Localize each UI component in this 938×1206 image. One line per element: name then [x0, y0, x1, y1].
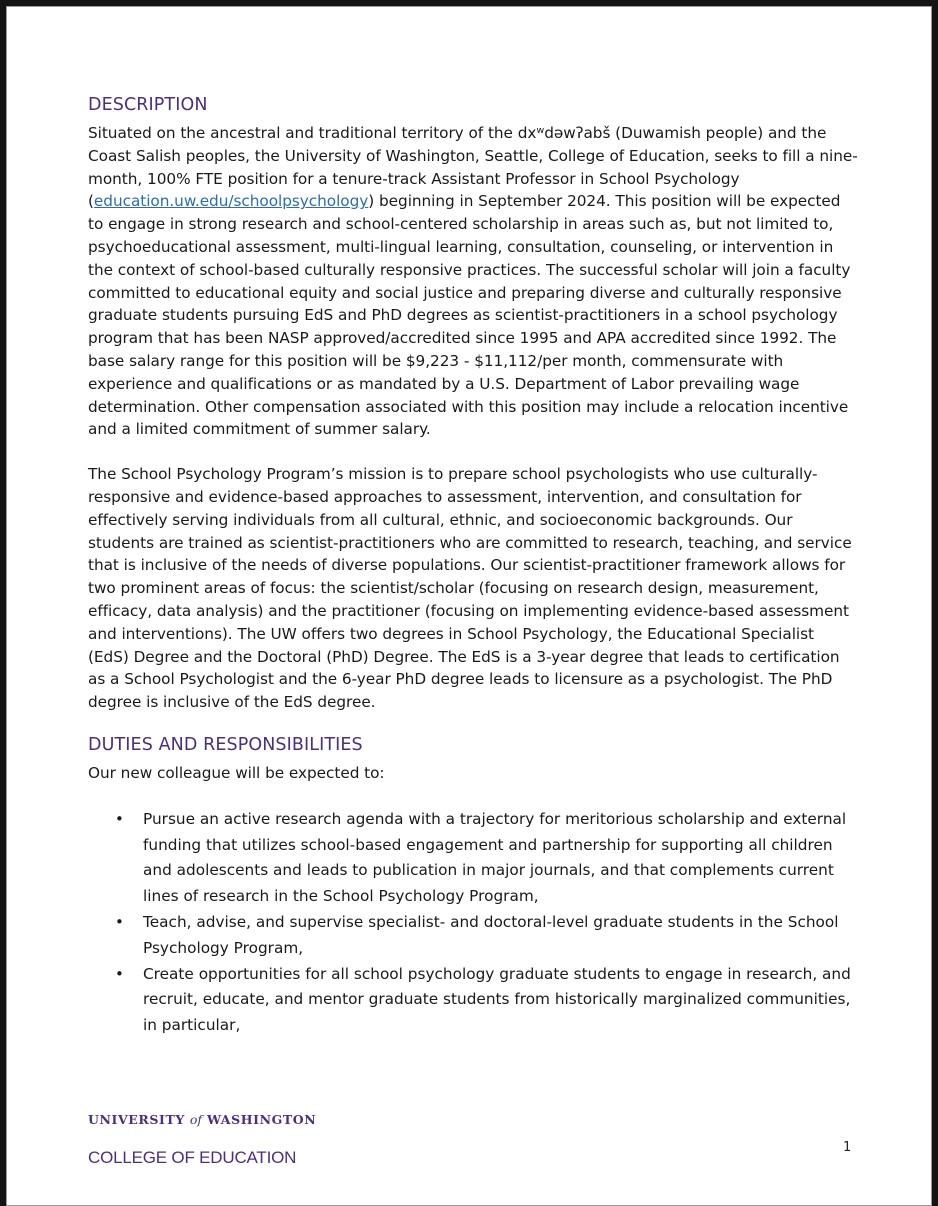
paragraph-spacer	[88, 441, 858, 463]
wordmark-washington: WASHINGTON	[206, 1112, 317, 1127]
duties-heading: DUTIES AND RESPONSIBILITIES	[88, 734, 363, 755]
paragraph-1-text-start: Situated on the ancestral and traditional territory of the dxʷdəwʔabš (Duwamish people) and the Coast Salish peoples, the University of Washington, Seattle, College of Education, seeks to fill a nine-month, 100% FTE position for a tenure-track Assistant Professor in School Psychology (	[88, 124, 858, 211]
paragraph-1-text-end: ) beginning in September 2024. This position will be expected to engage in strong research and school-centered scholarship in areas such as, but not limited to, psychoeducational assessment, multi-lingual learning, consultation, counseling, or intervention in the context of school-based culturally responsive practices. The successful scholar will join a faculty committed to educational equity and social justice and preparing diverse and culturally responsive graduate students pursuing EdS and PhD degrees as scientist-practitioners in a school psychology program that has been NASP approved/accredited since 1995 and APA accredited since 1992. The base salary range for this position will be $9,223 - $11,112/per month, commensurate with experience and qualifications or as mandated by a U.S. Department of Labor prevailing wage determination. Other compensation associated with this position may include a relocation incentive and a limited commitment of summer salary.	[88, 192, 851, 439]
duties-intro: Our new colleague will be expected to:	[88, 763, 385, 782]
document-page	[6, 6, 932, 1206]
wordmark-university: UNIVERSITY	[88, 1112, 185, 1127]
description-paragraph-2: The School Psychology Program’s mission is to prepare school psychologists who use culturally-responsive and evidence-based approaches to assessment, intervention, and consultation for effectively serving individuals from all cultural, ethnic, and socioeconomic backgrounds. Our students are trained as scientist-practitioners who are committed to research, teaching, and service that is inclusive of the needs of diverse populations. Our scientist-practitioner framework allows for two prominent areas of focus: the scientist/scholar (focusing on research design, measurement, efficacy, data analysis) and the practitioner (focusing on implementing evidence-based assessment and interventions). The UW offers two degrees in School Psychology, the Educational Specialist (EdS) Degree and the Doctoral (PhD) Degree. The EdS is a 3-year degree that leads to certification as a School Psychologist and the 6-year PhD degree leads to licensure as a psychologist. The PhD degree is inclusive of the EdS degree.	[88, 465, 852, 712]
description-heading: DESCRIPTION	[88, 95, 208, 115]
list-item	[88, 962, 858, 1039]
description-paragraph-1	[88, 122, 858, 441]
list-item-text: Create opportunities for all school psychology graduate students to engage in research, and recruit, educate, and mentor graduate students from historically marginalized communities, in particular,	[143, 964, 851, 1035]
university-logo-wordmark	[88, 1112, 316, 1127]
bullet-icon: •	[115, 912, 124, 931]
list-item-text: Pursue an active research agenda with a trajectory for meritorious scholarship and external funding that utilizes school-based engagement and partnership for supporting all children and adolescents and leads to publication in major journals, and that complements current lines of research in the School Psychology Program,	[143, 809, 847, 906]
school-psychology-link[interactable]: education.uw.edu/schoolpsychology	[93, 192, 369, 211]
list-item-text: Teach, advise, and supervise specialist- and doctoral-level graduate students in the School Psychology Program,	[143, 912, 839, 957]
duties-list	[88, 807, 858, 1039]
wordmark-of: of	[189, 1112, 202, 1127]
list-item	[88, 807, 858, 910]
college-name: COLLEGE OF EDUCATION	[88, 1148, 297, 1167]
page-content	[88, 95, 858, 1039]
bullet-icon: •	[115, 809, 124, 828]
bullet-icon: •	[115, 964, 124, 983]
page-number: 1	[843, 1140, 852, 1155]
list-item	[88, 910, 858, 962]
